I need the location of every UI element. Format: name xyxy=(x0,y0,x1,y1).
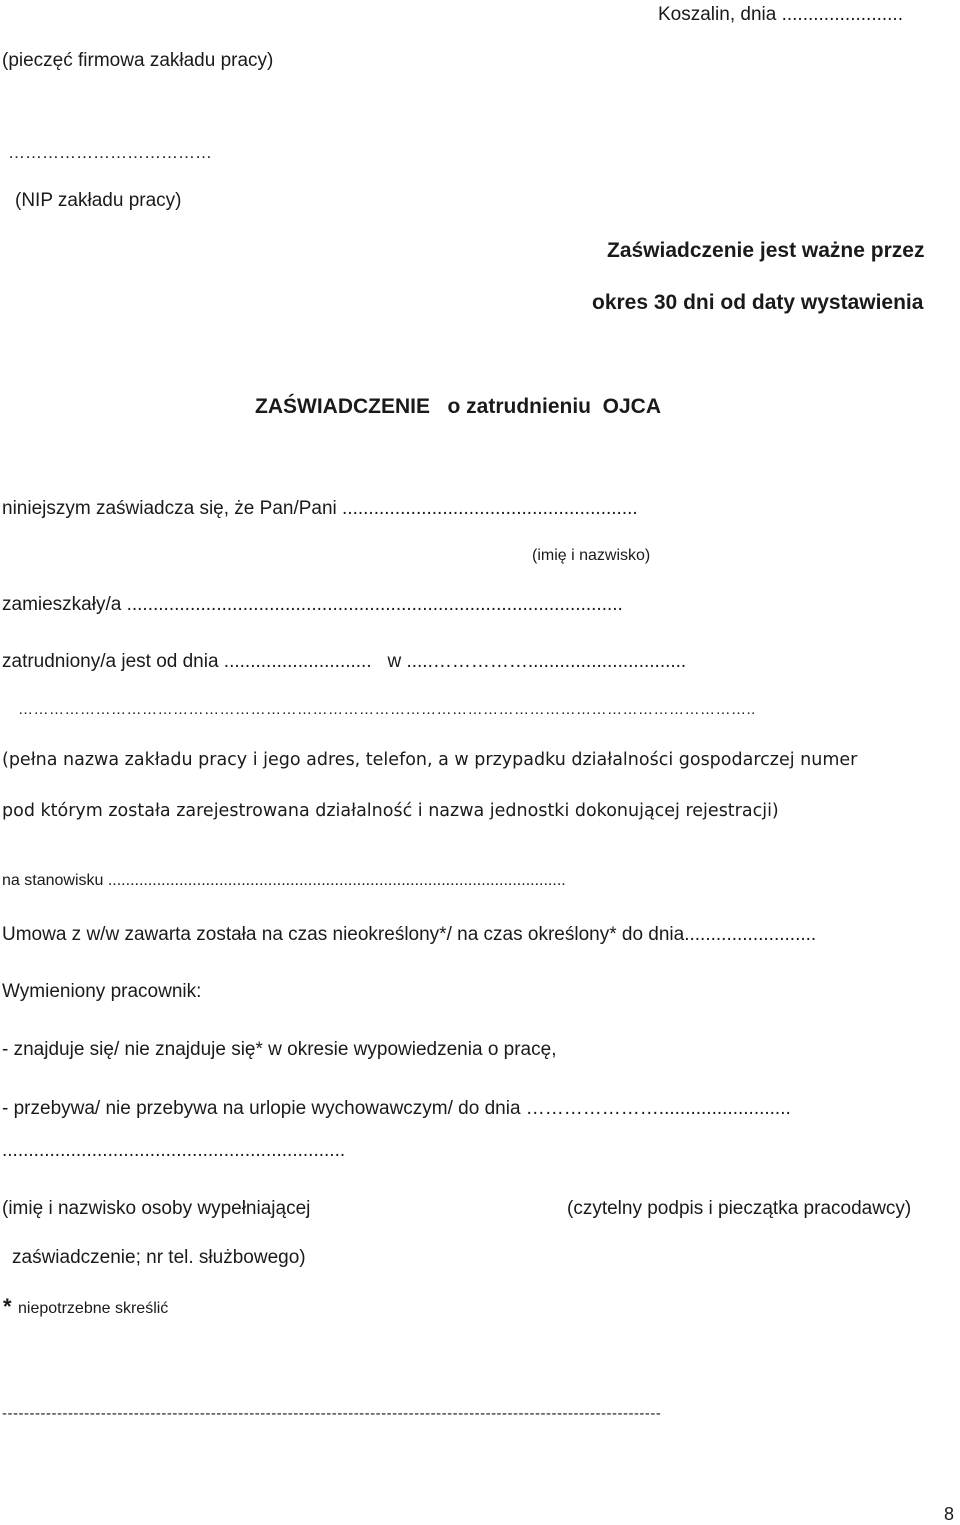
residence-line: zamieszkały/a .............................................................................................. xyxy=(2,594,623,615)
divider-line: ------------------------------------------------------------------------------------------------------------------------ xyxy=(2,1405,662,1422)
validity-line-1: Zaświadczenie jest ważne przez xyxy=(607,239,925,262)
place-date: Koszalin, dnia ....................... xyxy=(658,4,903,25)
name-label: (imię i nazwisko) xyxy=(532,547,651,564)
signature-dots: ................................................................. xyxy=(2,1140,346,1161)
nip-label: (NIP zakładu pracy) xyxy=(15,190,182,211)
nip-dots: ……………………………… xyxy=(8,143,212,162)
certify-line: niniejszym zaświadcza się, że Pan/Pani ........................................................ xyxy=(2,498,638,519)
notice-line: - znajduje się/ nie znajduje się* w okresie wypowiedzenia o pracę, xyxy=(2,1039,557,1060)
employer-description-2: pod którym została zarejestrowana działalność i nazwa jednostki dokonującej rejestracji) xyxy=(2,801,779,821)
leave-line: - przebywa/ nie przebywa na urlopie wychowawczym/ do dnia …………………......................... xyxy=(2,1098,791,1119)
position-line: na stanowisku ....................................................................................................... xyxy=(2,872,566,889)
filler-label-2: zaświadczenie; nr tel. służbowego) xyxy=(12,1247,306,1268)
dots-line: …………………………………………………………………………………………………………………………….. xyxy=(18,701,756,718)
validity-line-2: okres 30 dni od daty wystawienia xyxy=(592,291,924,314)
employer-sign-label: (czytelny podpis i pieczątka pracodawcy) xyxy=(567,1198,912,1219)
filler-label-1: (imię i nazwisko osoby wypełniającej xyxy=(2,1198,311,1219)
contract-line: Umowa z w/w zawarta została na czas nieokreślony*/ na czas określony* do dnia......................... xyxy=(2,924,817,945)
employed-line: zatrudniony/a jest od dnia ............................ w .....…………….............................. xyxy=(2,651,687,672)
company-stamp-label: (pieczęć firmowa zakładu pracy) xyxy=(2,50,274,71)
document-title: ZAŚWIADCZENIE o zatrudnieniu OJCA xyxy=(255,395,662,418)
page-number: 8 xyxy=(944,1504,955,1524)
footnote-text: niepotrzebne skreślić xyxy=(18,1300,169,1317)
employee-label: Wymieniony pracownik: xyxy=(2,981,202,1002)
footnote-star: * xyxy=(3,1294,12,1319)
employer-description-1: (pełna nazwa zakładu pracy i jego adres, telefon, a w przypadku działalności gospodarczej numer xyxy=(2,750,858,770)
